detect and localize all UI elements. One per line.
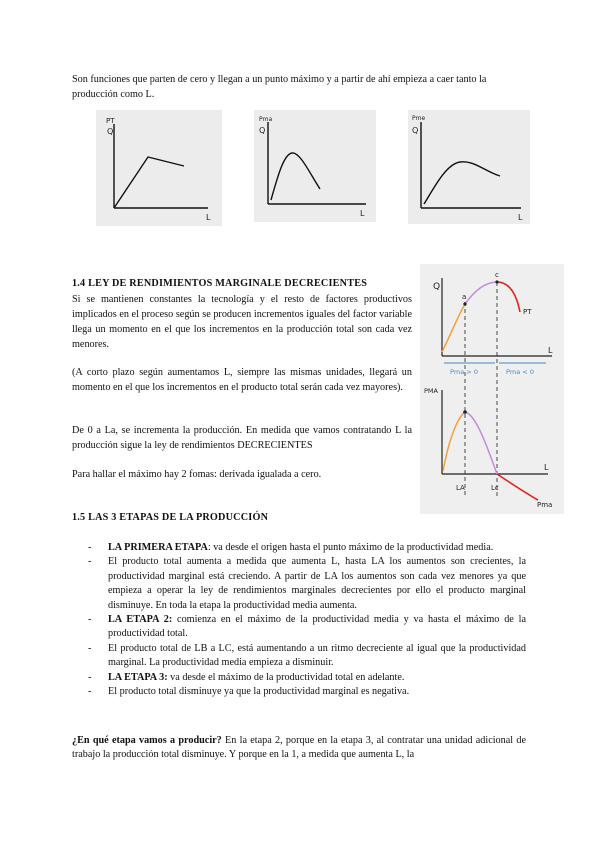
pma-positive-label: Pma > 0 — [450, 368, 478, 376]
item-bold-label: LA PRIMERA ETAPA — [108, 542, 208, 553]
law-paragraph-3: De 0 a La, se incrementa la producción. En medida que vamos contratando L la producción sigue la ley de rendimientos DECRECIENTES — [72, 425, 412, 451]
intro-paragraph: Son funciones que parten de cero y llegan a un punto máximo y a partir de ahí empieza a caer tanto la producción como L. — [72, 74, 487, 100]
question-text: ¿En qué etapa vamos a producir? — [72, 735, 222, 746]
pma-segment-negative — [497, 474, 538, 500]
item-text: va desde el máximo de la productividad total en adelante. — [167, 671, 405, 683]
sketch-y-label: Q — [412, 126, 419, 135]
item-bold-label: LA ETAPA 3: — [108, 671, 168, 683]
pme-curve — [424, 162, 500, 204]
stages-list — [88, 541, 526, 699]
pt-segment-decreasing — [465, 282, 497, 304]
sketch-title: Pme — [412, 115, 426, 122]
item-text: El producto total disminuye ya que la productividad marginal es negativa. — [108, 686, 410, 698]
pt-curve — [114, 157, 184, 208]
point-a-label: a — [462, 293, 467, 301]
list-item — [88, 671, 526, 685]
sketch-title: Pma — [259, 116, 273, 123]
sketch-y-label: Q — [107, 127, 114, 136]
sketch-y-label: Q — [259, 126, 266, 135]
list-item — [88, 642, 526, 671]
item-text: El producto total de LB a LC, está aumentando a un ritmo decreciente al igual que la productividad marginal. La productividad media empieza a disminuir. — [108, 642, 526, 669]
law-paragraph-2: (A corto plazo según aumentamos L, siempre las mismas unidades, llegará un momento en el que los incrementos en el producto total serán cada vez mayores). — [72, 367, 412, 393]
top-x-label: L — [548, 346, 553, 355]
answer-text: En la etapa 2, porque en la etapa 3, al contratar una unidad adicional de trabajo la producción total disminuye. Y porque en la 1, a medida que aumenta L, la — [72, 735, 526, 761]
section-heading-1-5: 1.5 LAS 3 ETAPAS DE LA PRODUCCIÓN — [72, 512, 269, 523]
pma-segment-increasing — [443, 412, 465, 471]
pt-segment-falling — [497, 282, 520, 312]
sketch-pt-image — [96, 110, 222, 226]
pt-label: PT — [523, 308, 532, 316]
pma-label: Pma — [537, 501, 553, 509]
sketch-x-label: L — [206, 213, 211, 222]
item-text: El producto total aumenta a medida que aumenta L, hasta LA los aumentos son crecientes, la productividad marginal está creciendo. A partir de LA los aumentos son cada vez menores ya que empieza a operar la ley de rendimientos marginales decrecientes por ello el producto marginal disminuye. En toda la etapa la productividad media aumenta. — [108, 556, 526, 611]
sketch-pme-image — [408, 110, 530, 224]
pma-negative-label: Pma < 0 — [506, 368, 534, 376]
law-paragraph-4: Para hallar el máximo hay 2 fomas: derivada igualada a cero. — [72, 469, 322, 480]
point-a-marker — [463, 302, 466, 305]
sketch-title: PT — [106, 117, 115, 125]
item-text: : va desde el origen hasta el punto máximo de la productividad media. — [207, 542, 494, 553]
list-item — [88, 555, 526, 613]
list-item — [88, 685, 526, 699]
diminishing-returns-diagram — [420, 264, 564, 514]
pt-segment-increasing — [442, 304, 465, 352]
item-bold-label: LA ETAPA 2: — [108, 614, 173, 626]
pma-max-marker — [463, 410, 467, 414]
section-heading-1-4: 1.4 LEY DE RENDIMIENTOS MARGINALE DECRECIENTES — [72, 278, 368, 289]
lc-label: Lc — [491, 484, 499, 492]
question-paragraph — [72, 734, 526, 763]
list-item — [88, 613, 526, 642]
top-y-label: Q — [433, 282, 441, 292]
sketch-pma-image — [254, 110, 376, 222]
la-label: LA — [456, 484, 465, 492]
pma-segment-decreasing — [465, 412, 497, 474]
bottom-y-label: PMA — [424, 387, 438, 395]
pma-curve — [271, 153, 320, 200]
sketch-x-label: L — [360, 209, 365, 218]
item-text: comienza en el máximo de la productividad media y va hasta el máximo de la productividad total. — [108, 614, 526, 640]
list-item — [88, 541, 526, 555]
sketch-x-label: L — [518, 213, 523, 222]
law-paragraph-1: Si se mantienen constantes la tecnología y el resto de factores productivos implicados en el proceso según se producen incrementos iguales del factor variable llega un momento en el que los incrementos en la producción total son cada vez menores. — [72, 294, 412, 350]
bottom-x-label: L — [544, 463, 549, 472]
point-c-marker — [495, 280, 498, 283]
point-c-label: c — [495, 271, 499, 279]
